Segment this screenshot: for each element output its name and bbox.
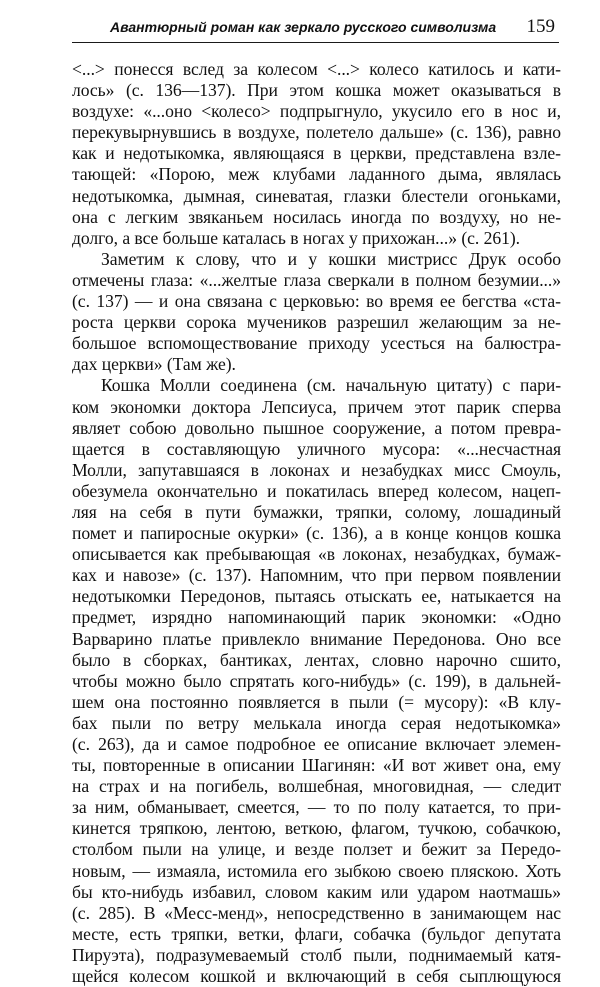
text-line: чтобы можно было спрятать кого-нибудь» (с. 199), в дальней- bbox=[72, 670, 561, 691]
text-line: роста церкви сорока мучеников разрешил желающим за не- bbox=[72, 312, 561, 333]
text-line: большое вспомоществование приходу усесться на балюстра- bbox=[72, 333, 561, 354]
text-line: (с. 137) — и она связана с церковью: во время ее бегства «ста- bbox=[72, 291, 561, 312]
text-line: лось» (с. 136—137). При этом кошка может оказываться в bbox=[72, 80, 561, 101]
text-line: кинется тряпкою, лентою, веткою, флагом, тучкою, собачкою, bbox=[72, 818, 561, 839]
text-line: (с. 285). В «Месс-менд», непосредственно в занимающем нас bbox=[72, 902, 561, 923]
text-line: ках и навозе» (с. 137). Напомним, что при первом появлении bbox=[72, 565, 561, 586]
text-line: ляя на себя в пути бумажки, тряпки, солому, лошадиный bbox=[72, 501, 561, 522]
text-line: обезумела окончательно и покатилась вперед колесом, нацеп- bbox=[72, 480, 561, 501]
page-number: 159 bbox=[526, 16, 555, 37]
text-line: тающей: «Порою, меж клубами ладанного дыма, являлась bbox=[72, 164, 561, 185]
text-line: Молли, запутавшаяся в локонах и незабудках мисс Смоуль, bbox=[72, 459, 561, 480]
text-line: долго, а все больше каталась в ногах у прихожан...» (с. 261). bbox=[72, 227, 520, 248]
text-line: как и недотыкомка, являющаяся в церкви, представлена взле- bbox=[72, 143, 561, 164]
text-line: бы кто-нибудь избавил, словом каким или ударом наотмашь» bbox=[72, 881, 561, 902]
text-line: щейся колесом кошкой и включающий в себя сыплющуюся bbox=[72, 966, 561, 987]
paragraph-start-line: Кошка Молли соединена (см. начальную цитату) с пари- bbox=[101, 375, 561, 396]
text-line: <...> понесся вслед за колесом <...> колесо катилось и кати- bbox=[72, 59, 561, 79]
text-line: являет собою довольно пышное сооружение, а потом превра- bbox=[72, 417, 561, 438]
text-line: столбом пыли на улице, и везде ползет и бежит за Передо- bbox=[72, 839, 561, 860]
paragraph-start-line: Заметим к слову, что и у кошки мистрисс Друк особо bbox=[101, 248, 561, 269]
text-line: новым, — измаяла, истомила его зыбкою своею пляскою. Хоть bbox=[72, 860, 561, 881]
text-line: предмет, изрядно напоминающий парик экономки: «Одно bbox=[72, 607, 561, 628]
body-text bbox=[72, 59, 561, 987]
text-line: воздухе: «...оно <колесо> подпрыгнуло, укусило его в нос и, bbox=[72, 101, 561, 122]
text-line: описывается как пребывающая «в локонах, незабудках, бумаж- bbox=[72, 544, 561, 565]
running-title: Авантюрный роман как зеркало русского символизма bbox=[110, 19, 497, 35]
text-line: отмечены глаза: «...желтые глаза сверкали в полном безумии...» bbox=[72, 269, 561, 290]
text-line: Пируэта), подразумеваемый столб пыли, поднимаемый катя- bbox=[72, 944, 561, 965]
text-line: было в сборках, бантиках, лентах, словно нарочно сшито, bbox=[72, 649, 561, 670]
text-line: ком экономки доктора Лепсиуса, причем этот парик сперва bbox=[72, 396, 561, 417]
text-line: помет и папиросные окурки» (с. 136), а в конце концов кошка bbox=[72, 523, 561, 544]
text-line: Варварино платье привлекло внимание Передонова. Оно все bbox=[72, 628, 561, 649]
text-line: на страх и на погибель, волшебная, многовидная, — следит bbox=[72, 776, 561, 797]
text-line: недотыкомки Передонов, пытаясь отыскать ее, натыкается на bbox=[72, 586, 561, 607]
text-line: ты, повторенные в описании Шагинян: «И вот живет она, ему bbox=[72, 755, 561, 776]
text-line: дах церкви» (Там же). bbox=[72, 354, 236, 375]
text-line: щается в составляющую уличного мусора: «...несчастная bbox=[72, 438, 561, 459]
text-line: перекувырнувшись в воздухе, полетело дальше» (с. 136), равно bbox=[72, 122, 561, 143]
text-line: (с. 263), да и самое подробное ее описание включает элемен- bbox=[72, 734, 561, 754]
running-head bbox=[72, 18, 559, 43]
text-line: за ним, обманывает, смеется, — то по полу катается, то при- bbox=[72, 797, 561, 818]
text-line: недотыкомка, дымная, синеватая, глазки блестели огоньками, bbox=[72, 185, 561, 206]
text-line: она с легким звяканьем носилась иногда по воздуху, но не- bbox=[72, 206, 561, 227]
text-line: шем она постоянно появляется в пыли (= мусору): «В клу- bbox=[72, 691, 561, 712]
text-line: месте, есть тряпки, ветки, флаги, собачка (бульдог депутата bbox=[72, 923, 561, 944]
text-line: бах пыли по ветру мелькала иногда серая недотыкомка» bbox=[72, 712, 561, 733]
